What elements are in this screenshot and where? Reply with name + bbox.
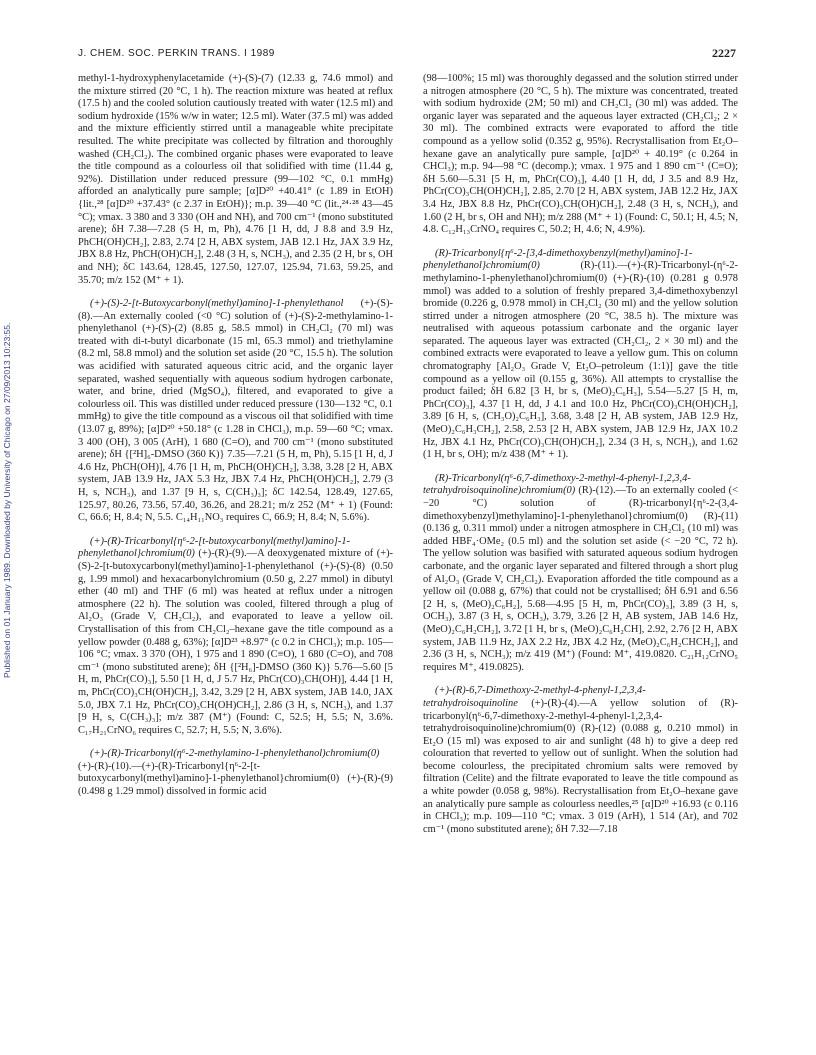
paragraph: [423, 73, 738, 237]
paragraph: [423, 473, 738, 675]
paragraph-text: (+)-(R)-(4).—A yellow solution of (R)-tricarbonyl(η⁶-6,7-dimethoxy-2-methyl-4-phenyl-1,2,3,4-tetrahydroisoquinoline)chromium(0) (R)-(12) (0.088 g, 0.210 mmol) in Et₂O (15 ml) was exposed to air and sunlight (48 h) to give a deep red colouration that reverted to yellow out of sunlight. When the solution had become colourless, the precipitated chromium salts were removed by filtration (Celite) and the filtrate evaporated to leave the title compound as a white powder (0.058 g, 98%). Recrystallisation from Et₂O–hexane gave an analytically pure sample as colourless needles,²⁵ [α]D²⁰ +16.93 (c 0.116 in CHCl₃); m.p. 109—110 °C; νmax. 3 019 (ArH), 1 514 (Ar), and 702 cm⁻¹ (mono substituted arene); δH 7.32—7.18: [423, 697, 738, 835]
paragraph-heading: (+)-(S)-2-[t-Butoxycarbonyl(methyl)amino]-1-phenylethanol: [90, 298, 344, 310]
paragraph: [78, 298, 393, 525]
download-watermark: Published on 01 January 1989. Downloaded by University of Chicago on 27/09/2013 10:23:55.: [2, 322, 12, 678]
paragraph: [78, 536, 393, 738]
paragraph-text: (+)-(R)-(10).—(+)-(R)-Tricarbonyl{η⁶-2-[t-butoxycarbonyl(methyl)amino]-1-phenylethanol}chromium(0) (+)-(R)-(9) (0.498 g 1.29 mmol) dissolved in formic acid: [78, 760, 393, 798]
paragraph-heading: (R)-Tricarbonyl(η⁶-6,7-dimethoxy-2-methyl-4-phenyl-1,2,3,4-tetrahydroisoquinoline)chromium(0): [423, 472, 691, 497]
paragraph-text: (+)-(R)-(9).—A deoxygenated mixture of (+)-(S)-2-[t-butoxycarbonyl(methyl)amino]-1-phenylethanol (+)-(S)-(8) (0.50 g, 1.99 mmol) and hexacarbonylchromium (0.50 g, 2.27 mmol) in dibutyl ether (40 ml) and THF (6 ml) was heated at reflux under a nitrogen atmosphere (22 h). The solution was cooled, filtered through a plug of Al₂O₃ (Grade V, CH₂Cl₂), and evaporated to leave a yellow oil. Crystallisation of this from CH₂Cl₂–hexane gave the title compound as a yellow powder (0.488 g, 63%); [α]D²³ +8.97° (c 0.2 in CHCl₃); m.p. 105—106 °C; νmax. 3 370 (OH), 1 975 and 1 890 (C≡O), 1 680 (C=O), and 708 cm⁻¹ (mono substituted arene); δH {[²H₆]-DMSO (360 K)} 5.76—5.60 [5 H, m, PhCr(CO)₃], 5.50 [1 H, d, J 5.7 Hz, PhCr(CO)₃CH(OH)], 4.44 [1 H, m, PhCr(CO)₃CH(OH)CH₂], 3.42, 3.29 [2 H, ABX system, JAB 14.0, JAX 5.0, JBX 7.1 Hz, PhCr(CO)₃CH(OH)CH₂], 2.86 (3 H, s, NCH₃), and 1.37 [9 H, s, C(CH₃)₃]; m/z 387 (M⁺) (Found: C, 52.5; H, 5.5; N, 3.6%. C₁₇H₂₁CrNO₆ requires C, 52.7; H, 5.5; N, 3.6%).: [78, 548, 393, 736]
paragraph-heading: (R)-Tricarbonyl{η⁶-2-[3,4-dimethoxybenzyl(methyl)amino]-1-phenylethanol}chromium(0): [423, 247, 693, 272]
paragraph-text: (R)-(12).—To an externally cooled (< −20 °C) solution of (R)-tricarbonyl{η⁶-2-(3,4-dimethoxybenzyl)methylamino]-1-phenylethanol}chromium(0) (R)-(11) (0.136 g, 0.311 mmol) under a nitrogen atmosphere in CH₂Cl₂ (10 ml) was added HBF₄·OMe₂ (0.5 ml) and the solution set aside (< −20 °C, 72 h). The yellow solution was basified with saturated aqueous sodium hydrogen carbonate, and the organic layer separated and filtered through a short plug of Al₂O₃ (Grade V, CH₂Cl₂). Evaporation afforded the title compound as a yellow oil (0.088 g, 67%) that could not be crystallised; δH 6.91 and 6.56 [2 H, s, (MeO)₂C₆H₂], 5.68—4.95 [5 H, m, PhCr(CO)₃], 3.89 (3 H, s, OCH₃), 3.87 (3 H, s, OCH₃), 3.79, 3.26 [2 H, AB system, JAB 14.6 Hz, (MeO)₂C₆H₂CH₂], 3.72 [1 H, br s, (MeO)₂C₆H₂CH], 2.92, 2.76 [2 H, ABX system, JAB 11.9 Hz, JAX 2.2 Hz, JBX 4.2 Hz, (MeO)₂C₆H₂CHCH₂], and 2.36 (3 H, s, NCH₃); m/z 419 (M⁺) (Found: M⁺, 419.0820. C₂₁H₁₂CrNO₅ requires M⁺, 419.0825).: [423, 485, 738, 673]
paragraph-text: (R)-(11).—(+)-(R)-Tricarbonyl-(η⁶-2-methylamino-1-phenylethanol)chromium(0) (+)-(R)-(10) (0.281 g 0.978 mmol) was added to a solution of freshly prepared 3,4-dimethoxybenzyl bromide (0.226 g, 0.978 mmol) in CH₂Cl₂ (30 ml) and the yellow solution stirred under a nitrogen atmosphere (20 °C, 38.5 h). The mixture was neutralised with aqueous potassium carbonate and the organic layer separated. The aqueous layer was extracted (CH₂Cl₂, 2 × 30 ml) and the combined extracts were evaporated to leave a yellow gum. This on column chromatography [Al₂O₃ Grade V, Et₂O–petroleum (1:1)] gave the title compound as a yellow oil (0.155 g, 36%). All attempts to crystallise the product failed; δH 6.82 [3 H, br s, (MeO)₂C₆H₃], 5.54—5.27 [5 H, m, PhCr(CO)₃], 4.37 [1 H, dd, J 4.1 and 10.0 Hz, PhCr(CO)₃CH(OH)CH₂], 3.89 [6 H, s, (CH₃O)₂C₆H₃], 3.68, 3.48 [2 H, AB system, JAB 12.9 Hz, (MeO)₂C₆H₃CH₂], 2.58, 2.53 [2 H, ABX system, JAB 12.9 Hz, JAX 10.2 Hz, JBX 4.1 Hz, PhCr(CO)₃CH(OH)CH₂], 2.34 (3 H, s, NCH₃), and 1.62 (1 H, br s, OH); m/z 438 (M⁺ + 1).: [423, 260, 738, 461]
journal-header: J. CHEM. SOC. PERKIN TRANS. I 1989: [78, 48, 275, 59]
page-number: 2227: [712, 46, 736, 60]
paragraph-heading: (+)-(R)-Tricarbonyl{η⁶-2-[t-butoxycarbonyl(methyl)amino]-1-phenylethanol}chromium(0): [78, 535, 351, 560]
paragraph: [423, 248, 738, 462]
left-column: [78, 73, 393, 810]
paragraph-text: (+)-(S)-(8).—An externally cooled (<0 °C) solution of (+)-(S)-2-methylamino-1-phenylethanol (+)-(S)-(2) (8.85 g, 58.5 mmol) in CH₂Cl₂ (70 ml) was treated with di-t-butyl dicarbonate (15 ml, 65.3 mmol) and triethylamine (8.2 ml, 58.8 mmol) and the solution set aside (20 °C, 15.5 h). The solution was acidified with saturated aqueous citric acid, and the organic layer separated, washed sequentially with aqueous sodium hydrogen carbonate, water, and brine, dried (MgSO₄), filtered, and evaporated to give a colourless oil. This was distilled under reduced pressure (130—132 °C, 0.1 mmHg) to give the title compound as a viscous oil that solidified with time (13.07 g, 89%); [α]D²⁰ +50.18° (c 1.28 in CHCl₃), m.p. 59—60 °C; νmax. 3 400 (OH), 3 005 (ArH), 1 680 (C=O), and 700 cm⁻¹ (mono substituted arene); δH {[²H]₆-DMSO (360 K)} 7.35—7.21 (5 H, m, Ph), 5.15 [1 H, d, J 4.6 Hz, PhCH(OH)], 4.76 [1 H, m, PhCH(OH)CH₂], 3.38, 3.28 [2 H, ABX system, JAB 13.9 Hz, JAX 5.3 Hz, JBX 7.4 Hz, PhCH(OH)CH₂], 2.79 (3 H, s, NCH₃), and 1.37 [9 H, s, C(CH₃)₃]; δC 142.54, 128.49, 127.65, 125.97, 80.26, 73.56, 57.40, 36.26, and 28.21; m/z 252 (M⁺ + 1) (Found: C, 66.6; H, 8.4; N, 5.5. C₁₄H₁₁NO₃ requires C, 66.9; H, 8.4; N, 5.6%).: [78, 298, 393, 524]
paragraph: [78, 748, 393, 798]
paragraph-heading: (+)-(R)-Tricarbonyl(η⁶-2-methylamino-1-phenylethanol)chromium(0): [90, 748, 380, 760]
paragraph-text: (98—100%; 15 ml) was thoroughly degassed and the solution stirred under a nitrogen atmosphere (20 °C, 5 h). The mixture was concentrated, treated with sodium hydroxide (2M; 50 ml) and CH₂Cl₂ (30 ml) was added. The organic layer was separated and the aqueous layer extracted (CH₂Cl₂; 2 × 30 ml). The combined extracts were evaporated to afford the title compound as a yellow solid (0.352 g, 95%). Recrystallisation from Et₂O–hexane gave an analytically pure sample, [α]D²⁰ + 40.19° (c 0.264 in CHCl₃); m.p. 94—98 °C (decomp.); νmax. 1 975 and 1 890 cm⁻¹ (C≡O); δH 5.60—5.31 [5 H, m, PhCr(CO)₃], 4.40 [1 H, dd, J 3.5 and 8.9 Hz, PhCr(CO)₃CH(OH)CH₂], 2.85, 2.70 [2 H, ABX system, JAB 12.2 Hz, JAX 3.4 Hz, JBX 8.8 Hz, PhCr(CO)₃CH(OH)CH₂], 2.48 (3 H, s, NCH₃), and 1.60 (2 H, br s, OH and NH); m/z 288 (M⁺ + 1) (Found: C, 50.1; H, 4.5; N, 4.8. C₁₂H₁₃CrNO₄ requires C, 50.2; H, 4.6; N, 4.9%).: [423, 73, 738, 236]
paragraph: [423, 685, 738, 836]
paragraph-heading: (+)-(R)-6,7-Dimethoxy-2-methyl-4-phenyl-1,2,3,4-tetrahydroisoquinoline: [423, 685, 646, 709]
paragraph: [78, 73, 393, 287]
right-column: [423, 73, 738, 847]
paragraph-text: methyl-1-hydroxyphenylacetamide (+)-(S)-(7) (12.33 g, 74.6 mmol) and the mixture stirred (20 °C, 1 h). The reaction mixture was heated at reflux (17.5 h) and the cooled solution cautiously treated with water (12.5 ml) and sodium hydroxide (15% w/w in water; 12.5 ml). Water (37.5 ml) was added and the mixture efficiently stirred until a manageable white precipitate resulted. The white precipitate was collected by filtration and thoroughly washed (CH₂Cl₂). The combined organic phases were evaporated to leave the title compound as a colourless oil that solidified with time (11.44 g, 92%). Distillation under reduced pressure (99—102 °C, 0.1 mmHg) afforded an analytically pure sample; [α]D²⁰ +40.41° (c 1.89 in EtOH) {lit.,²⁸ [α]D²⁰ +37.43° (c 2.37 in EtOH)}; m.p. 39—40 °C (lit.,²⁴·²⁸ 43—45 °C); νmax. 3 380 and 3 330 (OH and NH), and 700 cm⁻¹ (mono substituted arene); δH 7.38—7.28 (5 H, m, Ph), 4.76 [1 H, dd, J 8.8 and 3.9 Hz, PhCH(OH)CH₂], 2.83, 2.74 [2 H, ABX system, JAB 12.1 Hz, JAX 3.9 Hz, JBX 8.8 Hz, PhCH(OH)CH₂], 2.48 (3 H, s, NCH₃), and 2.35 (2 H, br s, OH and NH); δC 143.64, 128.45, 127.50, 127.07, 125.94, 71.63, 59.25, and 35.70; m/z 152 (M⁺ + 1).: [78, 73, 393, 286]
